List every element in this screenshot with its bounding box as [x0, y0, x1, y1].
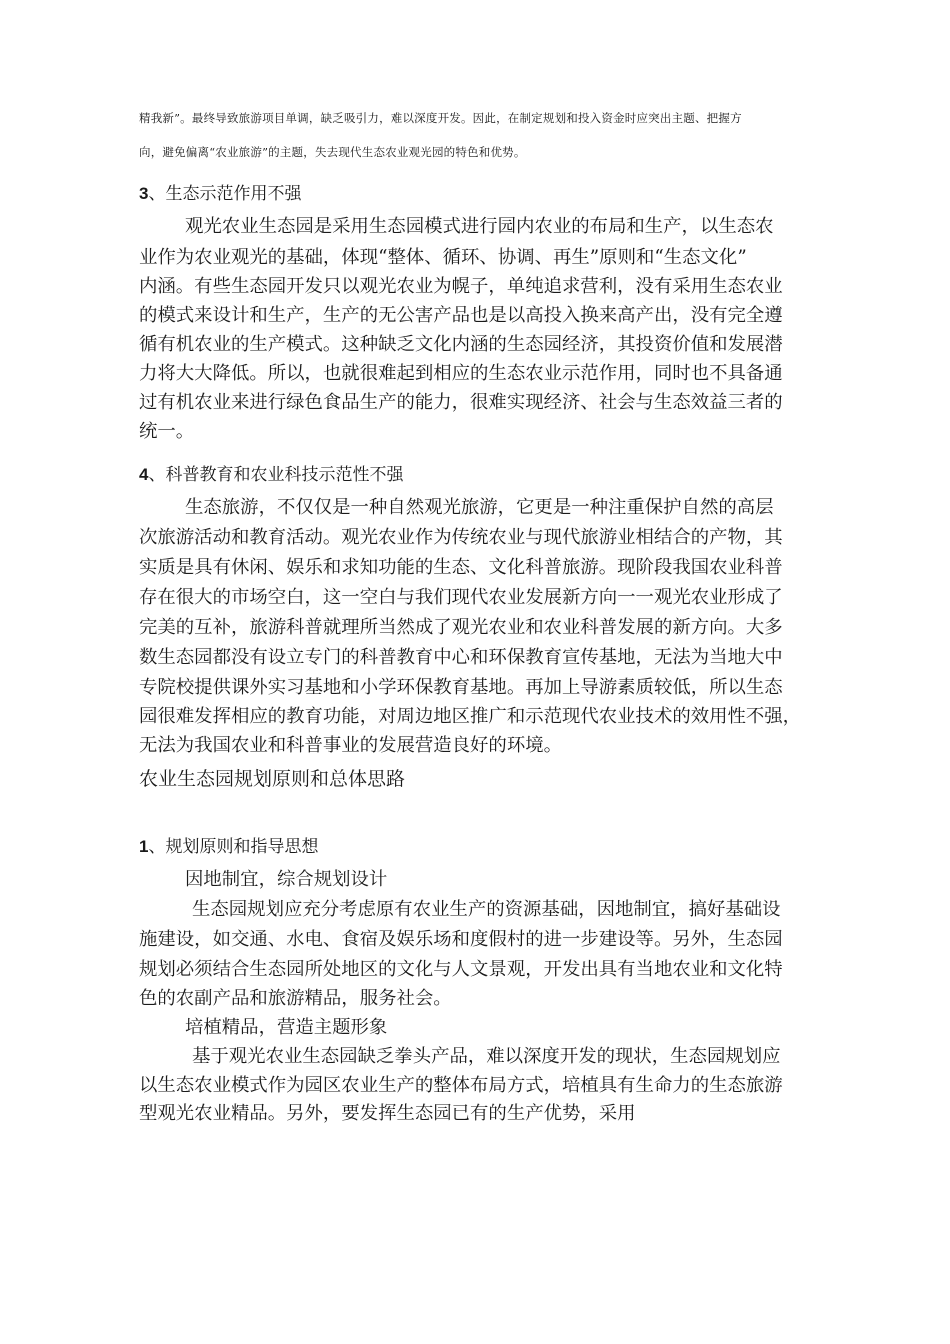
subsection-1-line-1: 生态园规划应充分考虑原有农业生产的资源基础，因地制宜，搞好基础设 — [192, 899, 781, 920]
section-4-line-3: 实质是具有休闲、娱乐和求知功能的生态、文化科普旅游。现阶段我国农业科普 — [139, 557, 783, 578]
section-4-title: 、科普教育和农业科技示范性不强 — [148, 465, 404, 485]
subsection-2-line-3: 型观光农业精品。另外，要发挥生态园已有的生产优势，采用 — [139, 1103, 636, 1124]
chapter-title: 农业生态园规划原则和总体思路 — [139, 768, 406, 790]
subsection-1-line-2: 施建设，如交通、水电、食宿及娱乐场和度假村的进一步建设等。另外，生态园 — [139, 929, 783, 950]
section-3-line-2: 业作为农业观光的基础，体现“整体、循环、协调、再生”原则和“生态文化” — [139, 247, 747, 268]
section-4-line-9: 无法为我国农业和科普事业的发展营造良好的环境。 — [139, 735, 562, 756]
section-1-number: 1 — [139, 837, 149, 856]
section-3-line-3: 内涵。有些生态园开发只以观光农业为幌子，单纯追求营利，没有采用生态农业 — [139, 276, 783, 297]
section-3-line-4: 的模式来设计和生产，生产的无公害产品也是以高投入换来高产出，没有完全遵 — [139, 305, 783, 326]
section-4-line-6: 数生态园都没有设立专门的科普教育中心和环保教育宣传基地，无法为当地大中 — [139, 647, 783, 668]
section-3-line-1: 观光农业生态园是采用生态园模式进行园内农业的布局和生产，以生态农 — [185, 216, 774, 237]
section-4-number: 4 — [139, 465, 149, 484]
section-4-heading — [139, 462, 403, 488]
section-4-line-7: 专院校提供课外实习基地和小学环保教育基地。再加上导游素质较低，所以生态 — [139, 677, 783, 698]
section-3-line-7: 过有机农业来进行绿色食品生产的能力，很难实现经济、社会与生态效益三者的 — [139, 392, 783, 413]
subsection-2-line-2: 以生态农业模式作为园区农业生产的整体布局方式，培植具有生命力的生态旅游 — [139, 1075, 783, 1096]
subsection-1-line-3: 规划必须结合生态园所处地区的文化与人文景观，开发出具有当地农业和文化特 — [139, 959, 783, 980]
section-3-number: 3 — [139, 184, 149, 203]
intro-line-2: 向，避免偏离“农业旅游”的主题，失去现代生态农业观光园的特色和优势。 — [139, 145, 526, 159]
subsection-2-title: 培植精品，营造主题形象 — [185, 1017, 388, 1038]
subsection-1-line-4: 色的农副产品和旅游精品，服务社会。 — [139, 988, 452, 1009]
subsection-1-title: 因地制宜，综合规划设计 — [185, 869, 388, 890]
subsection-2-line-1: 基于观光农业生态园缺乏拳头产品，难以深度开发的现状，生态园规划应 — [192, 1046, 781, 1067]
section-4-line-1: 生态旅游，不仅仅是一种自然观光旅游，它更是一种注重保护自然的高层 — [185, 497, 774, 518]
section-3-line-8: 统一。 — [139, 421, 195, 442]
section-4-line-4: 存在很大的市场空白，这一空白与我们现代农业发展新方向一一观光农业形成了 — [139, 587, 783, 608]
section-1-heading — [139, 834, 318, 860]
section-3-line-5: 循有机农业的生产模式。这种缺乏文化内涵的生态园经济，其投资价值和发展潜 — [139, 334, 783, 355]
section-3-heading — [139, 181, 301, 207]
section-1-title: 、规划原则和指导思想 — [148, 837, 319, 857]
section-4-line-5: 完美的互补，旅游科普就理所当然成了观光农业和农业科普发展的新方向。大多 — [139, 617, 783, 638]
section-3-line-6: 力将大大降低。所以，也就很难起到相应的生态农业示范作用，同时也不具备通 — [139, 363, 783, 384]
section-4-line-2: 次旅游活动和教育活动。观光农业作为传统农业与现代旅游业相结合的产物，其 — [139, 527, 783, 548]
intro-line-1: 精我新”。最终导致旅游项目单调，缺乏吸引力，难以深度开发。因此，在制定规划和投入资金时应突出主题、把握方 — [139, 111, 742, 125]
section-3-title: 、生态示范作用不强 — [148, 184, 302, 204]
section-4-line-8: 园很难发挥相应的教育功能，对周边地区推广和示范现代农业技术的效用性不强， — [139, 706, 802, 727]
